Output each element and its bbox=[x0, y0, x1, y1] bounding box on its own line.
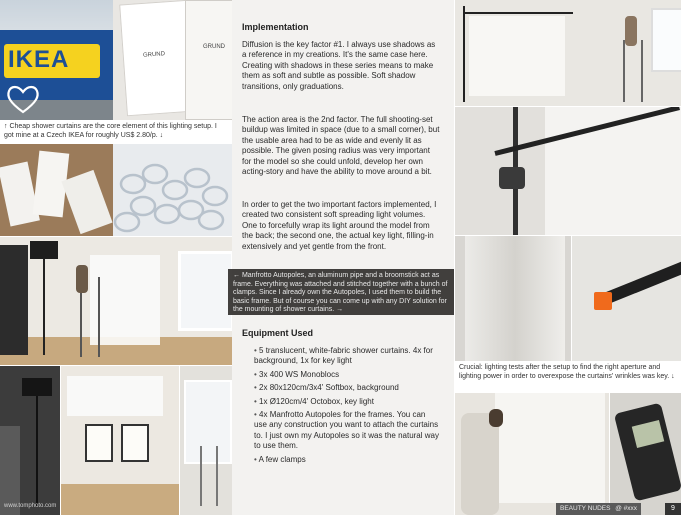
clamp bbox=[499, 167, 525, 189]
paragraph-3: In order to get the two important factors implemented, I created two consistent soft spreading light volumes. One to forcefully wrap its light around the model from the back; the second one, the actual key light, filling-in extensively and yet gentle from the front. bbox=[242, 200, 437, 251]
heart-icon bbox=[6, 84, 40, 114]
softbox bbox=[30, 241, 58, 259]
room-setup-photo bbox=[0, 237, 232, 365]
paragraph-1: Diffusion is the key factor #1. I always use shadows as a reference in my creations. It's the same case here. Creating with shadows in these series means to make them as soft and subtle as possible. Soft shadow transitions, only graduations. bbox=[242, 40, 436, 91]
person bbox=[76, 265, 88, 293]
implementation-heading: Implementation bbox=[242, 22, 309, 32]
studio-stand bbox=[36, 396, 38, 506]
photographer bbox=[461, 413, 499, 515]
studio-lamp bbox=[22, 378, 52, 396]
article-column bbox=[232, 0, 454, 515]
rings-graphic bbox=[113, 144, 232, 236]
package-label-2: GRUND bbox=[203, 44, 225, 50]
studio-wall bbox=[0, 426, 20, 515]
crucial-caption: Crucial: lighting tests after the setup to find the right aperture and lighting power in order to overexpose the curtains' wrinkles was key. ↓ bbox=[455, 362, 681, 392]
frame-bar bbox=[463, 12, 573, 14]
shower-rings-photo bbox=[113, 144, 232, 236]
equipment-item: • 1x Ø120cm/4' Octobox, key light bbox=[254, 397, 440, 407]
light-meter bbox=[614, 403, 681, 502]
softbox-left bbox=[85, 424, 113, 462]
website-credit: www.tomphoto.com bbox=[4, 503, 57, 509]
frame-curtain bbox=[469, 16, 565, 96]
window-bright bbox=[651, 8, 681, 72]
package-c bbox=[61, 170, 112, 234]
studio-lights-photo bbox=[0, 366, 60, 515]
fabric-closeup-photo bbox=[455, 236, 571, 361]
orange-clamp-photo bbox=[572, 236, 681, 361]
setup-floor bbox=[61, 484, 179, 515]
paragraph-2: The action area is the 2nd factor. The full shooting-set buildup was limited in space (due to a small corner), but the usable area had to be as wide and evenly lit as possible. The given posing radius was very important for the model so she could unfold, develop her own acting-story and have the ability to move around a bit. bbox=[242, 115, 440, 177]
person-2 bbox=[625, 16, 637, 46]
frame-pole-left bbox=[463, 6, 465, 102]
curtain-package-photo bbox=[113, 0, 232, 120]
equipment-item: • A few clamps bbox=[254, 455, 440, 465]
white-curtain bbox=[90, 255, 160, 345]
equipment-list bbox=[254, 346, 440, 468]
ikea-store-photo bbox=[0, 0, 113, 120]
equipment-heading: Equipment Used bbox=[242, 328, 314, 338]
softbox-setup-photo bbox=[61, 366, 179, 515]
ladder-2 bbox=[200, 446, 218, 506]
equipment-item: • 5 translucent, white-fabric shower curtains. 4x for background, 1x for key light bbox=[254, 346, 440, 367]
photographer-photo bbox=[455, 393, 609, 515]
backdrop bbox=[495, 393, 605, 503]
photographer-head bbox=[489, 409, 503, 427]
fabric-fold bbox=[465, 236, 565, 361]
equipment-item: • 2x 80x120cm/3x4' Softbox, background bbox=[254, 383, 440, 393]
manfrotto-caption: ← Manfrotto Autopoles, an aluminum pipe and a broomstick act as frame. Everything was attached and stitched together with a bunch of clamps. Since I already own the Autopoles, I used them to build the basic frame. But of course you can come up with any DIY solution for the mounting of shower curtains. → bbox=[228, 269, 454, 315]
magazine-footer bbox=[556, 503, 641, 515]
ikea-logo-text: IKEA bbox=[8, 46, 70, 73]
ladder-3 bbox=[623, 40, 643, 102]
pole-clamp-photo bbox=[455, 107, 681, 235]
light-meter-photo bbox=[610, 393, 681, 515]
window-right bbox=[178, 251, 232, 331]
magazine-name: BEAUTY NUDES bbox=[560, 505, 611, 512]
curtain-panel bbox=[67, 376, 163, 416]
orange-cap bbox=[594, 292, 612, 310]
page-number: 9 bbox=[665, 503, 681, 515]
broomstick bbox=[603, 260, 681, 305]
package-2 bbox=[185, 0, 232, 120]
curtain-frame-photo bbox=[455, 0, 681, 106]
left-window-dark bbox=[0, 245, 28, 355]
equipment-item: • 4x Manfrotto Autopoles for the frames. You can use any construction you want to attach the curtains to. I just own my Autopoles so it was the natural way to use them. bbox=[254, 410, 440, 452]
ikea-caption: ↑ Cheap shower curtains are the core element of this lighting setup. I got mine at a Czech IKEA for roughly US$ 2.80/p. ↓ bbox=[0, 121, 232, 143]
light-stand bbox=[43, 259, 45, 355]
issue-tag: @ #xxx bbox=[615, 505, 638, 512]
softbox-right bbox=[121, 424, 149, 462]
window-ladder-photo bbox=[180, 366, 232, 515]
equipment-item: • 3x 400 WS Monoblocs bbox=[254, 370, 440, 380]
curtain-packages-photo bbox=[0, 144, 113, 236]
package-label-1: GRUND bbox=[142, 51, 166, 59]
